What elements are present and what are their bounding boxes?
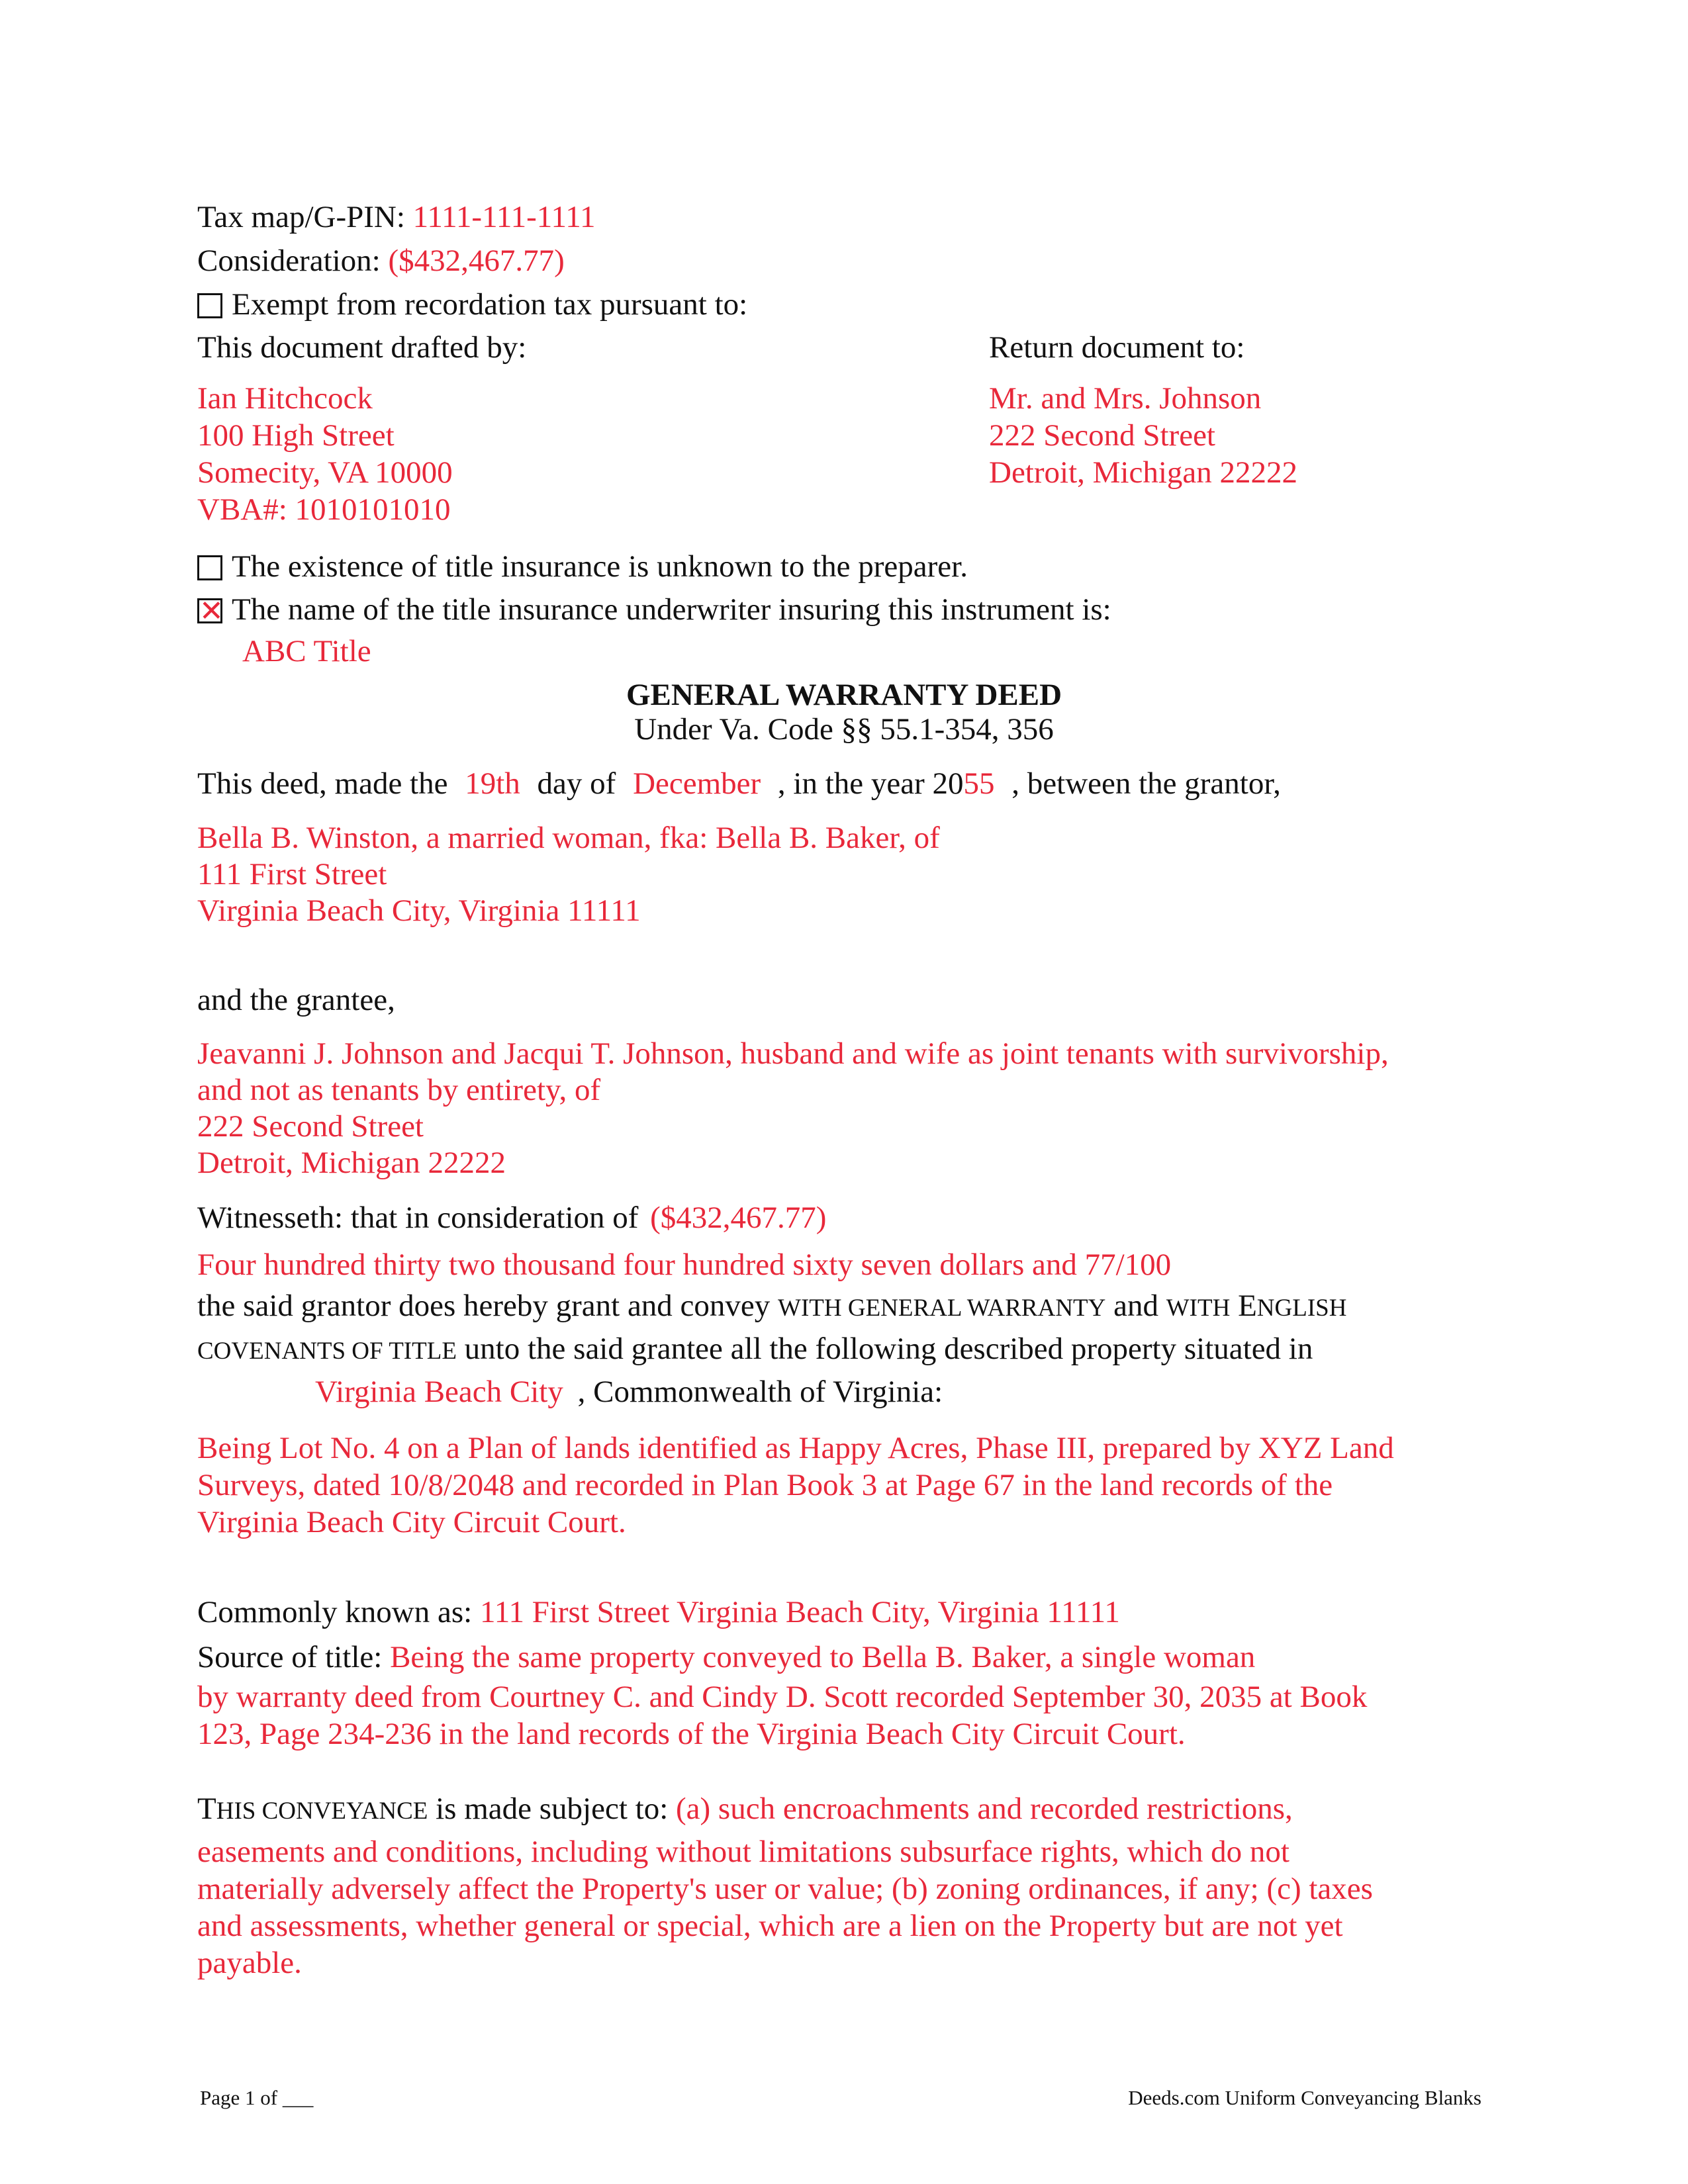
commonwealth-text: , Commonwealth of Virginia: [577,1375,943,1409]
exempt-line [197,286,747,323]
commonly-known-line [197,1594,1120,1631]
grantor-line-1[interactable]: Bella B. Winston, a married woman, fka: Bella B. Baker, of [197,821,940,855]
deed-month[interactable]: December [633,766,761,801]
this-cap: T [197,1792,216,1826]
underwriter-value[interactable]: ABC Title [242,634,371,668]
title-unknown-line [197,548,968,585]
return-to-label: Return document to: [989,330,1245,365]
grantee-line-2[interactable]: and not as tenants by entirety, of [197,1073,601,1107]
drafter-city[interactable]: Somecity, VA 10000 [197,455,453,490]
title-underwriter-checkbox[interactable] [197,594,224,628]
legal-line-1[interactable]: Being Lot No. 4 on a Plan of lands identified as Happy Acres, Phase III, prepared by XYZ Land [197,1431,1394,1465]
grantee-line-1[interactable]: Jeavanni J. Johnson and Jacqui T. Johnson, husband and wife as joint tenants with survivorship, [197,1036,1389,1071]
with-text: WITH [1166,1295,1231,1322]
exempt-checkbox[interactable] [197,293,222,318]
footer-brand: Deeds.com Uniform Conveyancing Blanks [1128,2086,1481,2109]
checkmark-x-icon: ✕ [199,594,224,628]
drafter-name[interactable]: Ian Hitchcock [197,381,373,416]
this-conveyance-text: HIS CONVEYANCE [216,1797,428,1825]
legal-line-3[interactable]: Virginia Beach City Circuit Court. [197,1505,626,1539]
grantor-line-3[interactable]: Virginia Beach City, Virginia 11111 [197,893,641,928]
title-unknown-label: The existence of title insurance is unknown to the preparer. [232,549,968,584]
drafter-vba[interactable]: VBA#: 1010101010 [197,492,451,527]
made-prefix: This deed, made the [197,766,448,801]
deed-date-line [197,765,1281,802]
consideration-line [197,242,565,279]
grant-line [197,1287,1346,1327]
amount-in-words[interactable]: Four hundred thirty two thousand four hundred sixty seven dollars and 77/100 [197,1248,1172,1282]
conveyance-line-2[interactable]: easements and conditions, including without limitations subsurface rights, which do not [197,1835,1289,1869]
source-line-3[interactable]: 123, Page 234-236 in the land records of the Virginia Beach City Circuit Court. [197,1717,1186,1751]
made-subject-text: is made subject to: [436,1792,669,1826]
conveyance-line-5[interactable]: payable. [197,1946,302,1980]
commonly-known-value[interactable]: 111 First Street Virginia Beach City, Virginia 11111 [479,1595,1120,1629]
deed-day[interactable]: 19th [465,766,520,801]
grantor-line-2[interactable]: 111 First Street [197,857,387,891]
grantee-line-4[interactable]: Detroit, Michigan 22222 [197,1146,506,1180]
consideration-value[interactable]: ($432,467.77) [388,244,565,278]
conveyance-line-4[interactable]: and assessments, whether general or special, which are a lien on the Property but are not yet [197,1909,1343,1943]
locality-line [315,1373,943,1410]
source-of-title-label: Source of title: [197,1640,383,1674]
source-line-1[interactable]: Being the same property conveyed to Bella B. Baker, a single woman [390,1640,1256,1674]
return-city[interactable]: Detroit, Michigan 22222 [989,455,1298,490]
source-line-2[interactable]: by warranty deed from Courtney C. and Cindy D. Scott recorded September 30, 2035 at Book [197,1680,1368,1714]
deed-subtitle: Under Va. Code §§ 55.1-354, 356 [634,712,1054,747]
covenants-line [197,1330,1313,1370]
english-rest: NGLISH [1256,1295,1347,1322]
between-text: , between the grantor, [1011,766,1281,801]
year-prefix: , in the year 20 [777,766,964,801]
grant-prefix: the said grantor does hereby grant and convey [197,1289,771,1323]
witnesseth-line [197,1199,826,1236]
title-underwriter-label: The name of the title insurance underwriter insuring this instrument is: [232,592,1111,627]
conveyance-line-1 [197,1790,1293,1830]
tax-map-line [197,199,596,236]
exempt-label: Exempt from recordation tax pursuant to: [232,287,748,322]
tax-map-value[interactable]: 1111-111-1111 [412,200,596,234]
covenants-text: COVENANTS OF TITLE [197,1338,457,1365]
day-of-text: day of [537,766,616,801]
and-text: and [1113,1289,1158,1323]
conveyance-value-1[interactable]: (a) such encroachments and recorded restrictions, [676,1792,1293,1826]
return-name[interactable]: Mr. and Mrs. Johnson [989,381,1262,416]
return-street[interactable]: 222 Second Street [989,418,1215,453]
title-underwriter-line [197,591,1111,628]
english-cap: E [1238,1289,1257,1323]
locality-value[interactable]: Virginia Beach City [315,1375,563,1409]
deed-title: GENERAL WARRANTY DEED [626,678,1062,712]
consideration-label: Consideration: [197,244,381,278]
drafter-street[interactable]: 100 High Street [197,418,395,453]
drafted-by-label: This document drafted by: [197,330,527,365]
tax-map-label: Tax map/G-PIN: [197,200,405,234]
unto-text: unto the said grantee all the following described property situated in [464,1332,1313,1366]
title-unknown-checkbox[interactable] [197,555,222,580]
witnesseth-label: Witnesseth: that in consideration of [197,1201,639,1235]
witnesseth-amount[interactable]: ($432,467.77) [650,1201,827,1235]
grantee-label: and the grantee, [197,983,395,1017]
grantee-line-3[interactable]: 222 Second Street [197,1109,424,1144]
commonly-known-label: Commonly known as: [197,1595,473,1629]
page-number: Page 1 of ___ [200,2086,314,2109]
conveyance-line-3[interactable]: materially adversely affect the Property's user or value; (b) zoning ordinances, if any; (c) taxes [197,1872,1373,1906]
source-of-title-line [197,1639,1255,1676]
deed-year[interactable]: 55 [963,766,995,801]
legal-line-2[interactable]: Surveys, dated 10/8/2048 and recorded in Plan Book 3 at Page 67 in the land records of the [197,1468,1333,1502]
general-warranty-text: WITH GENERAL WARRANTY [778,1295,1106,1322]
